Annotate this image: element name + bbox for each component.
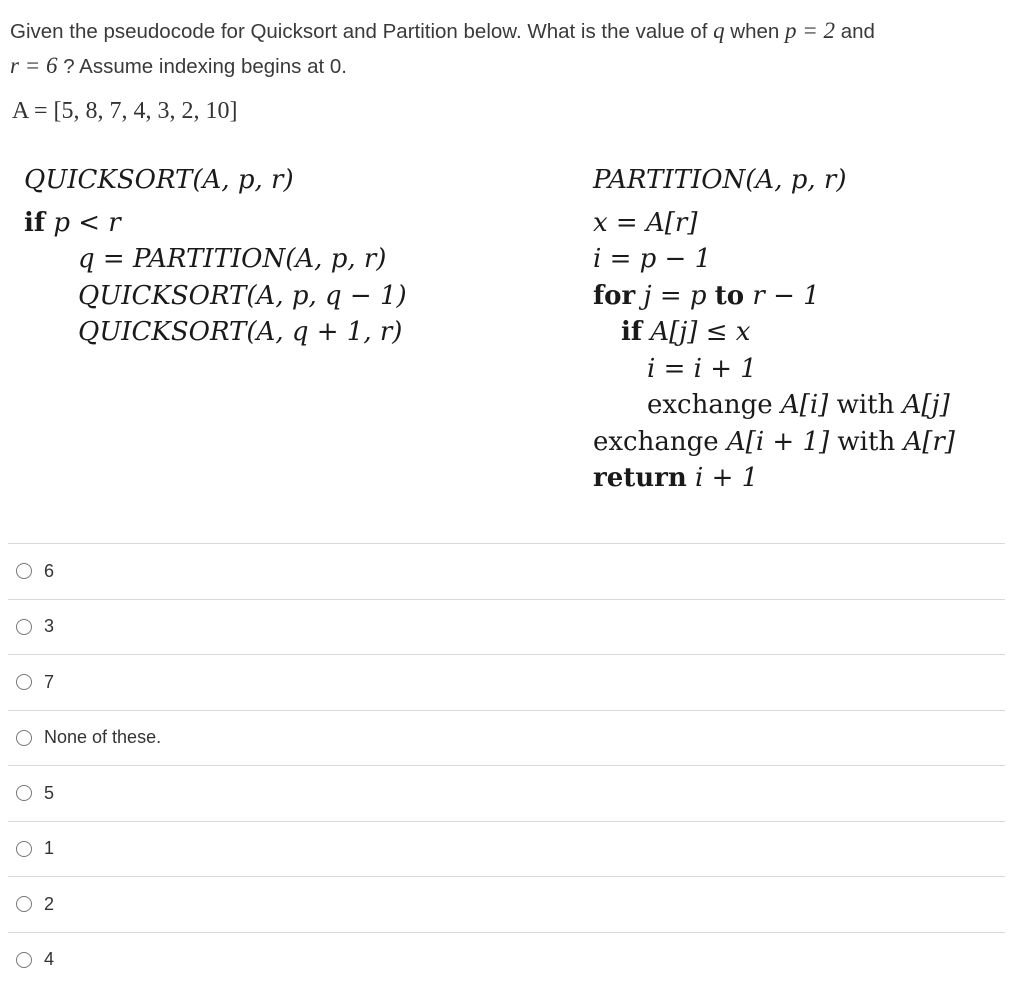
answer-options <box>8 543 1005 987</box>
partition-exchange-inner <box>593 387 955 424</box>
radio-button[interactable] <box>16 619 32 635</box>
partition-line-increment: i = i + 1 <box>593 351 955 388</box>
if-keyword: if <box>621 317 642 347</box>
question-text <box>10 14 1010 84</box>
exchange-a: A[i] <box>781 390 828 420</box>
question-and: and <box>841 20 875 43</box>
quicksort-title: QUICKSORT(A, p, r) <box>24 162 407 199</box>
question-prefix: Given the pseudocode for Quicksort and Partition below. What is the value of <box>10 20 707 43</box>
answer-label: 2 <box>44 894 54 915</box>
for-keyword: for <box>593 281 635 311</box>
return-keyword: return <box>593 463 687 493</box>
radio-button[interactable] <box>16 896 32 912</box>
with-keyword: with <box>837 427 895 457</box>
radio-button[interactable] <box>16 785 32 801</box>
answer-label: 7 <box>44 672 54 693</box>
radio-button[interactable] <box>16 730 32 746</box>
for-end: r − 1 <box>752 281 819 311</box>
answer-option[interactable] <box>8 932 1005 987</box>
exchange-b: A[r] <box>903 427 955 457</box>
answer-label: None of these. <box>44 727 161 748</box>
r-equation: r = 6 <box>10 53 57 78</box>
partition-for-line <box>593 278 955 315</box>
if-keyword: if <box>24 208 45 238</box>
quicksort-if-line <box>24 205 407 242</box>
return-value: i + 1 <box>695 463 758 493</box>
radio-button[interactable] <box>16 674 32 690</box>
quicksort-line-partition: q = PARTITION(A, p, r) <box>24 241 407 278</box>
if-condition: A[j] ≤ x <box>650 317 750 347</box>
answer-label: 5 <box>44 783 54 804</box>
p-equation: p = 2 <box>785 18 835 43</box>
quicksort-line-recurse-right: QUICKSORT(A, q + 1, r) <box>24 314 407 351</box>
answer-option[interactable] <box>8 654 1005 710</box>
partition-line-init-i: i = p − 1 <box>593 241 955 278</box>
with-keyword: with <box>837 390 895 420</box>
answer-option[interactable] <box>8 876 1005 932</box>
answer-option[interactable] <box>8 821 1005 877</box>
radio-button[interactable] <box>16 563 32 579</box>
quicksort-pseudocode <box>24 162 407 351</box>
exchange-keyword: exchange <box>647 390 773 420</box>
answer-option[interactable] <box>8 543 1005 599</box>
answer-option[interactable] <box>8 710 1005 766</box>
exchange-keyword: exchange <box>593 427 719 457</box>
exchange-b: A[j] <box>903 390 950 420</box>
radio-button[interactable] <box>16 841 32 857</box>
question-when: when <box>730 20 779 43</box>
answer-option[interactable] <box>8 765 1005 821</box>
answer-label: 6 <box>44 561 54 582</box>
answer-label: 3 <box>44 616 54 637</box>
quicksort-line-recurse-left: QUICKSORT(A, p, q − 1) <box>24 278 407 315</box>
array-definition: A = [5, 8, 7, 4, 3, 2, 10] <box>12 98 238 125</box>
exchange-a: A[i + 1] <box>727 427 829 457</box>
radio-button[interactable] <box>16 952 32 968</box>
partition-pseudocode <box>593 162 955 497</box>
partition-title: PARTITION(A, p, r) <box>593 162 955 199</box>
partition-if-line <box>593 314 955 351</box>
if-condition: p < r <box>53 208 120 238</box>
partition-return-line <box>593 460 955 497</box>
partition-line-pivot: x = A[r] <box>593 205 955 242</box>
to-keyword: to <box>715 281 744 311</box>
answer-option[interactable] <box>8 599 1005 655</box>
question-suffix: ? Assume indexing begins at 0. <box>63 55 347 78</box>
partition-exchange-final <box>593 424 955 461</box>
for-start: j = p <box>644 281 707 311</box>
answer-label: 1 <box>44 838 54 859</box>
answer-label: 4 <box>44 949 54 970</box>
q-variable: q <box>713 18 725 43</box>
